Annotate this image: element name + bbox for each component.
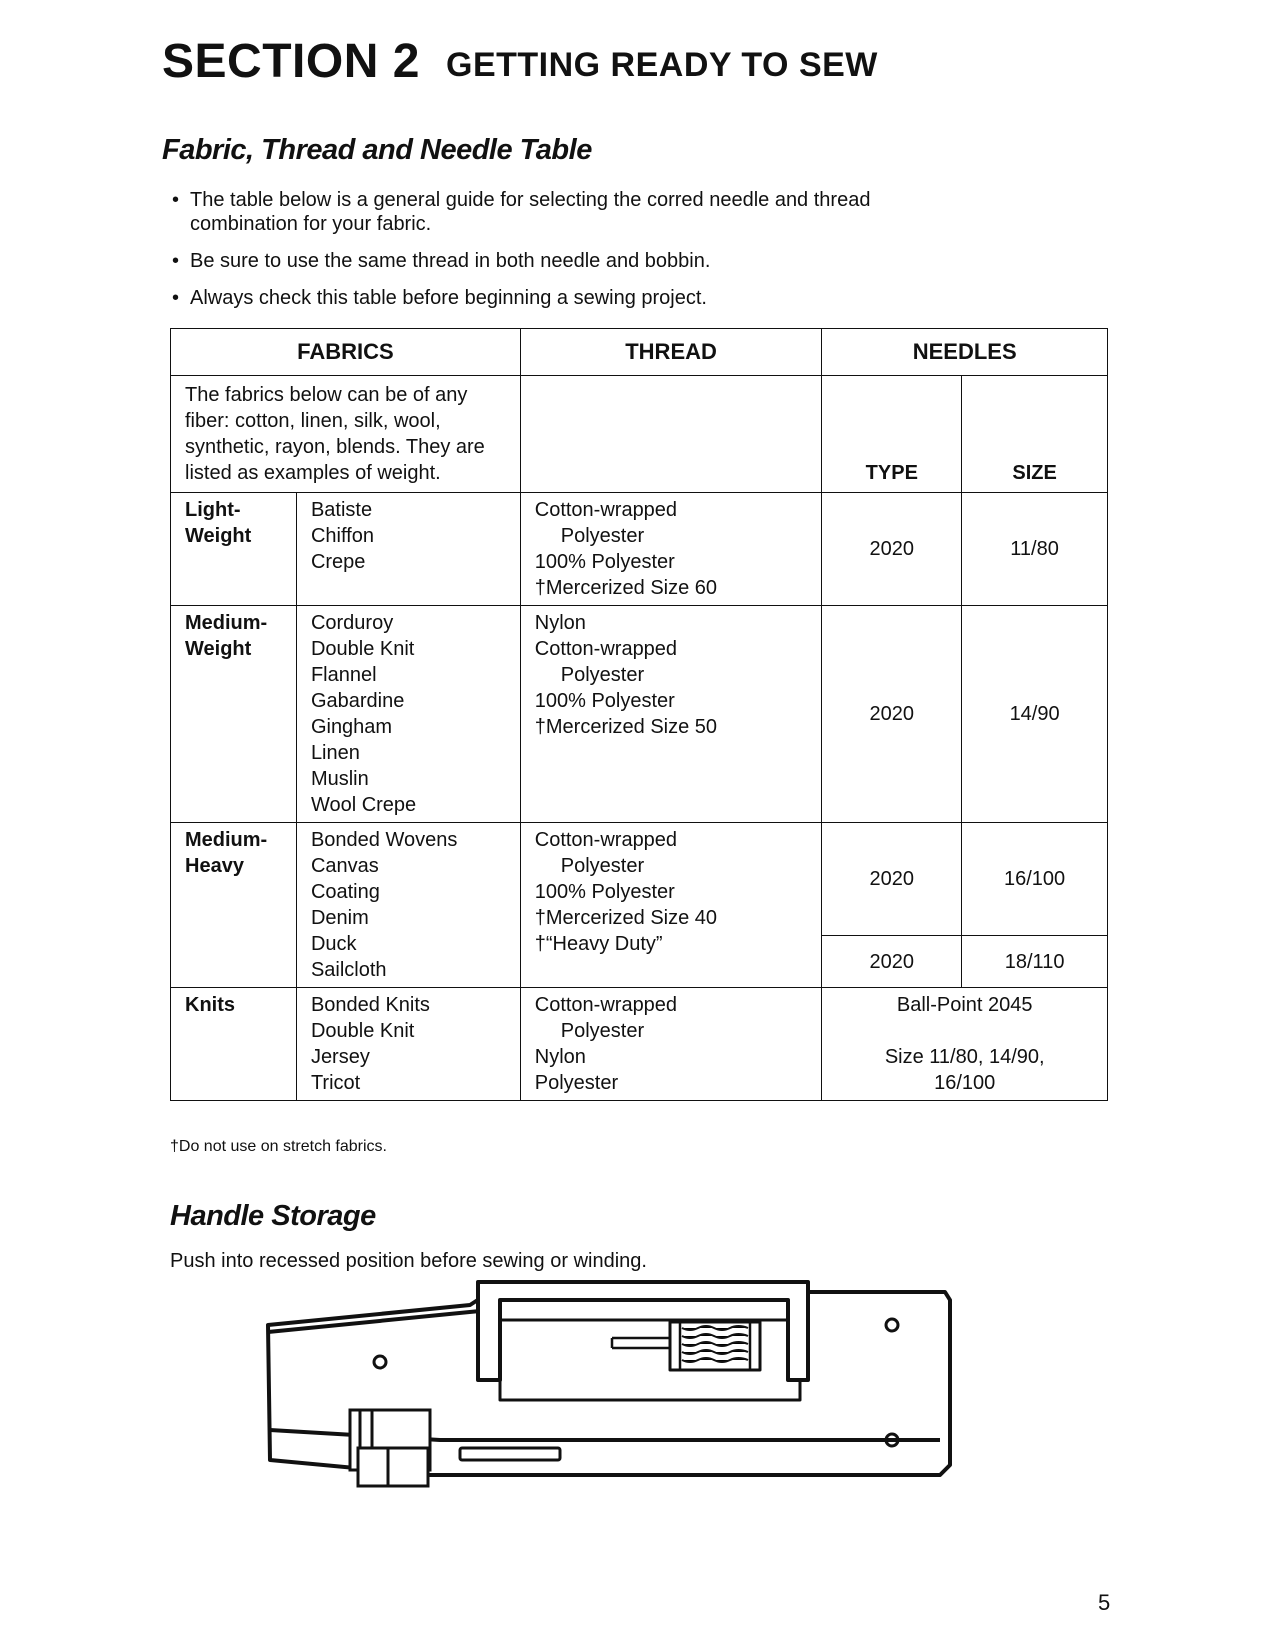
weight-label-line: Medium- [185,829,268,851]
empty-cell [520,376,822,493]
thread-item: 100% Polyester [534,881,675,903]
fabric-item: Double Knit [310,1020,415,1042]
bullet-item: • The table below is a general guide for selecting the corred needle and thread combination for your fabric. [170,188,930,236]
needle-type: 2020 [822,606,962,823]
fabric-item: Linen [310,742,360,764]
page-number: 5 [1098,1590,1111,1615]
thread-item: Polyester [560,1020,645,1042]
section-number: SECTION 2 [162,35,420,88]
weight-label-line: Weight [185,638,252,660]
thread-item: Nylon [534,1046,586,1068]
fiber-note: The fabrics below can be of any fiber: cotton, linen, silk, wool, synthetic, rayon, blends. They are listed as examples of weight. [171,376,521,493]
thread-list [520,606,822,823]
fabric-item: Double Knit [310,638,415,660]
fabric-item: Crepe [310,551,366,573]
thread-item: 100% Polyester [534,551,675,573]
weight-label-line: Medium- [185,612,268,634]
thread-item: Cotton-wrapped [534,638,678,660]
thread-header: THREAD [520,329,822,376]
section-title: GETTING READY TO SEW [446,46,878,84]
needle-type: 2020 [822,936,962,988]
needle-type: 2020 [822,493,962,606]
fabric-item: Batiste [310,499,373,521]
fabric-item: Flannel [310,664,377,686]
thread-item: 100% Polyester [534,690,675,712]
needle-type-text: Ball-Point 2045 [896,994,1033,1016]
thread-item: Cotton-wrapped [534,994,678,1016]
thread-item: Polyester [560,664,645,686]
fabric-item: Muslin [310,768,369,790]
needle-type: 2020 [822,823,962,936]
thread-item: Polyester [560,525,645,547]
fabric-list [296,606,520,823]
weight-label [171,988,297,1101]
weight-label-line: Knits [185,994,235,1016]
fabric-item: Gingham [310,716,393,738]
weight-label [171,493,297,606]
fabric-item: Sailcloth [310,959,387,981]
table-row [171,606,1108,823]
fabric-item: Bonded Knits [310,994,430,1016]
bullet-item: • Be sure to use the same thread in both needle and bobbin. [170,249,930,273]
table-row [171,493,1108,606]
fabric-item: Gabardine [310,690,405,712]
fabrics-header: FABRICS [171,329,521,376]
needle-size-text: 16/100 [934,1072,996,1094]
needle-size: 18/110 [962,936,1108,988]
fabric-list [296,988,520,1101]
thread-item: †Mercerized Size 60 [534,577,718,599]
needle-size: 16/100 [962,823,1108,936]
weight-label-line: Light- [185,499,241,521]
thread-item: †Mercerized Size 40 [534,907,718,929]
sewing-machine-handle-illustration [260,1280,960,1540]
fabric-item: Bonded Wovens [310,829,458,851]
thread-list [520,988,822,1101]
fabric-item: Canvas [310,855,379,877]
fabric-item: Denim [310,907,369,929]
bullet-item: • Always check this table before beginning a sewing project. [170,286,930,310]
fabric-item: Corduroy [310,612,394,634]
thread-list [520,493,822,606]
table-header-row [171,329,1108,376]
guide-bullet-list [170,188,930,323]
fabric-item: Jersey [310,1046,370,1068]
thread-item: †Mercerized Size 50 [534,716,718,738]
thread-item: Polyester [534,1072,619,1094]
weight-label-line: Weight [185,525,252,547]
needle-size-text: Size 11/80, 14/90, [884,1046,1045,1068]
fabric-thread-needle-table [170,328,1108,1101]
table-row [171,988,1108,1101]
weight-label [171,606,297,823]
fabric-item: Chiffon [310,525,374,547]
needle-size: 11/80 [962,493,1108,606]
thread-item: Polyester [560,855,645,877]
knit-needle-info [822,988,1108,1101]
thread-item: Nylon [534,612,586,634]
needle-size: 14/90 [962,606,1108,823]
thread-item: †“Heavy Duty” [534,933,663,955]
thread-list [520,823,822,988]
thread-item: Cotton-wrapped [534,499,678,521]
weight-label-line: Heavy [185,855,244,877]
fabric-table-heading: Fabric, Thread and Needle Table [162,134,592,166]
fabric-item: Wool Crepe [310,794,417,816]
needles-header: NEEDLES [822,329,1108,376]
fabric-item: Duck [310,933,357,955]
fabric-list [296,823,520,988]
fabric-item: Coating [310,881,380,903]
type-subheader: TYPE [822,376,962,493]
table-intro-row [171,376,1108,493]
weight-label [171,823,297,988]
footnote: †Do not use on stretch fabrics. [170,1138,387,1155]
thread-item: Cotton-wrapped [534,829,678,851]
handle-storage-instruction: Push into recessed position before sewing or winding. [170,1250,647,1272]
table-row [171,823,1108,936]
handle-storage-heading: Handle Storage [170,1200,376,1232]
size-subheader: SIZE [962,376,1108,493]
fabric-list [296,493,520,606]
fabric-item: Tricot [310,1072,361,1094]
